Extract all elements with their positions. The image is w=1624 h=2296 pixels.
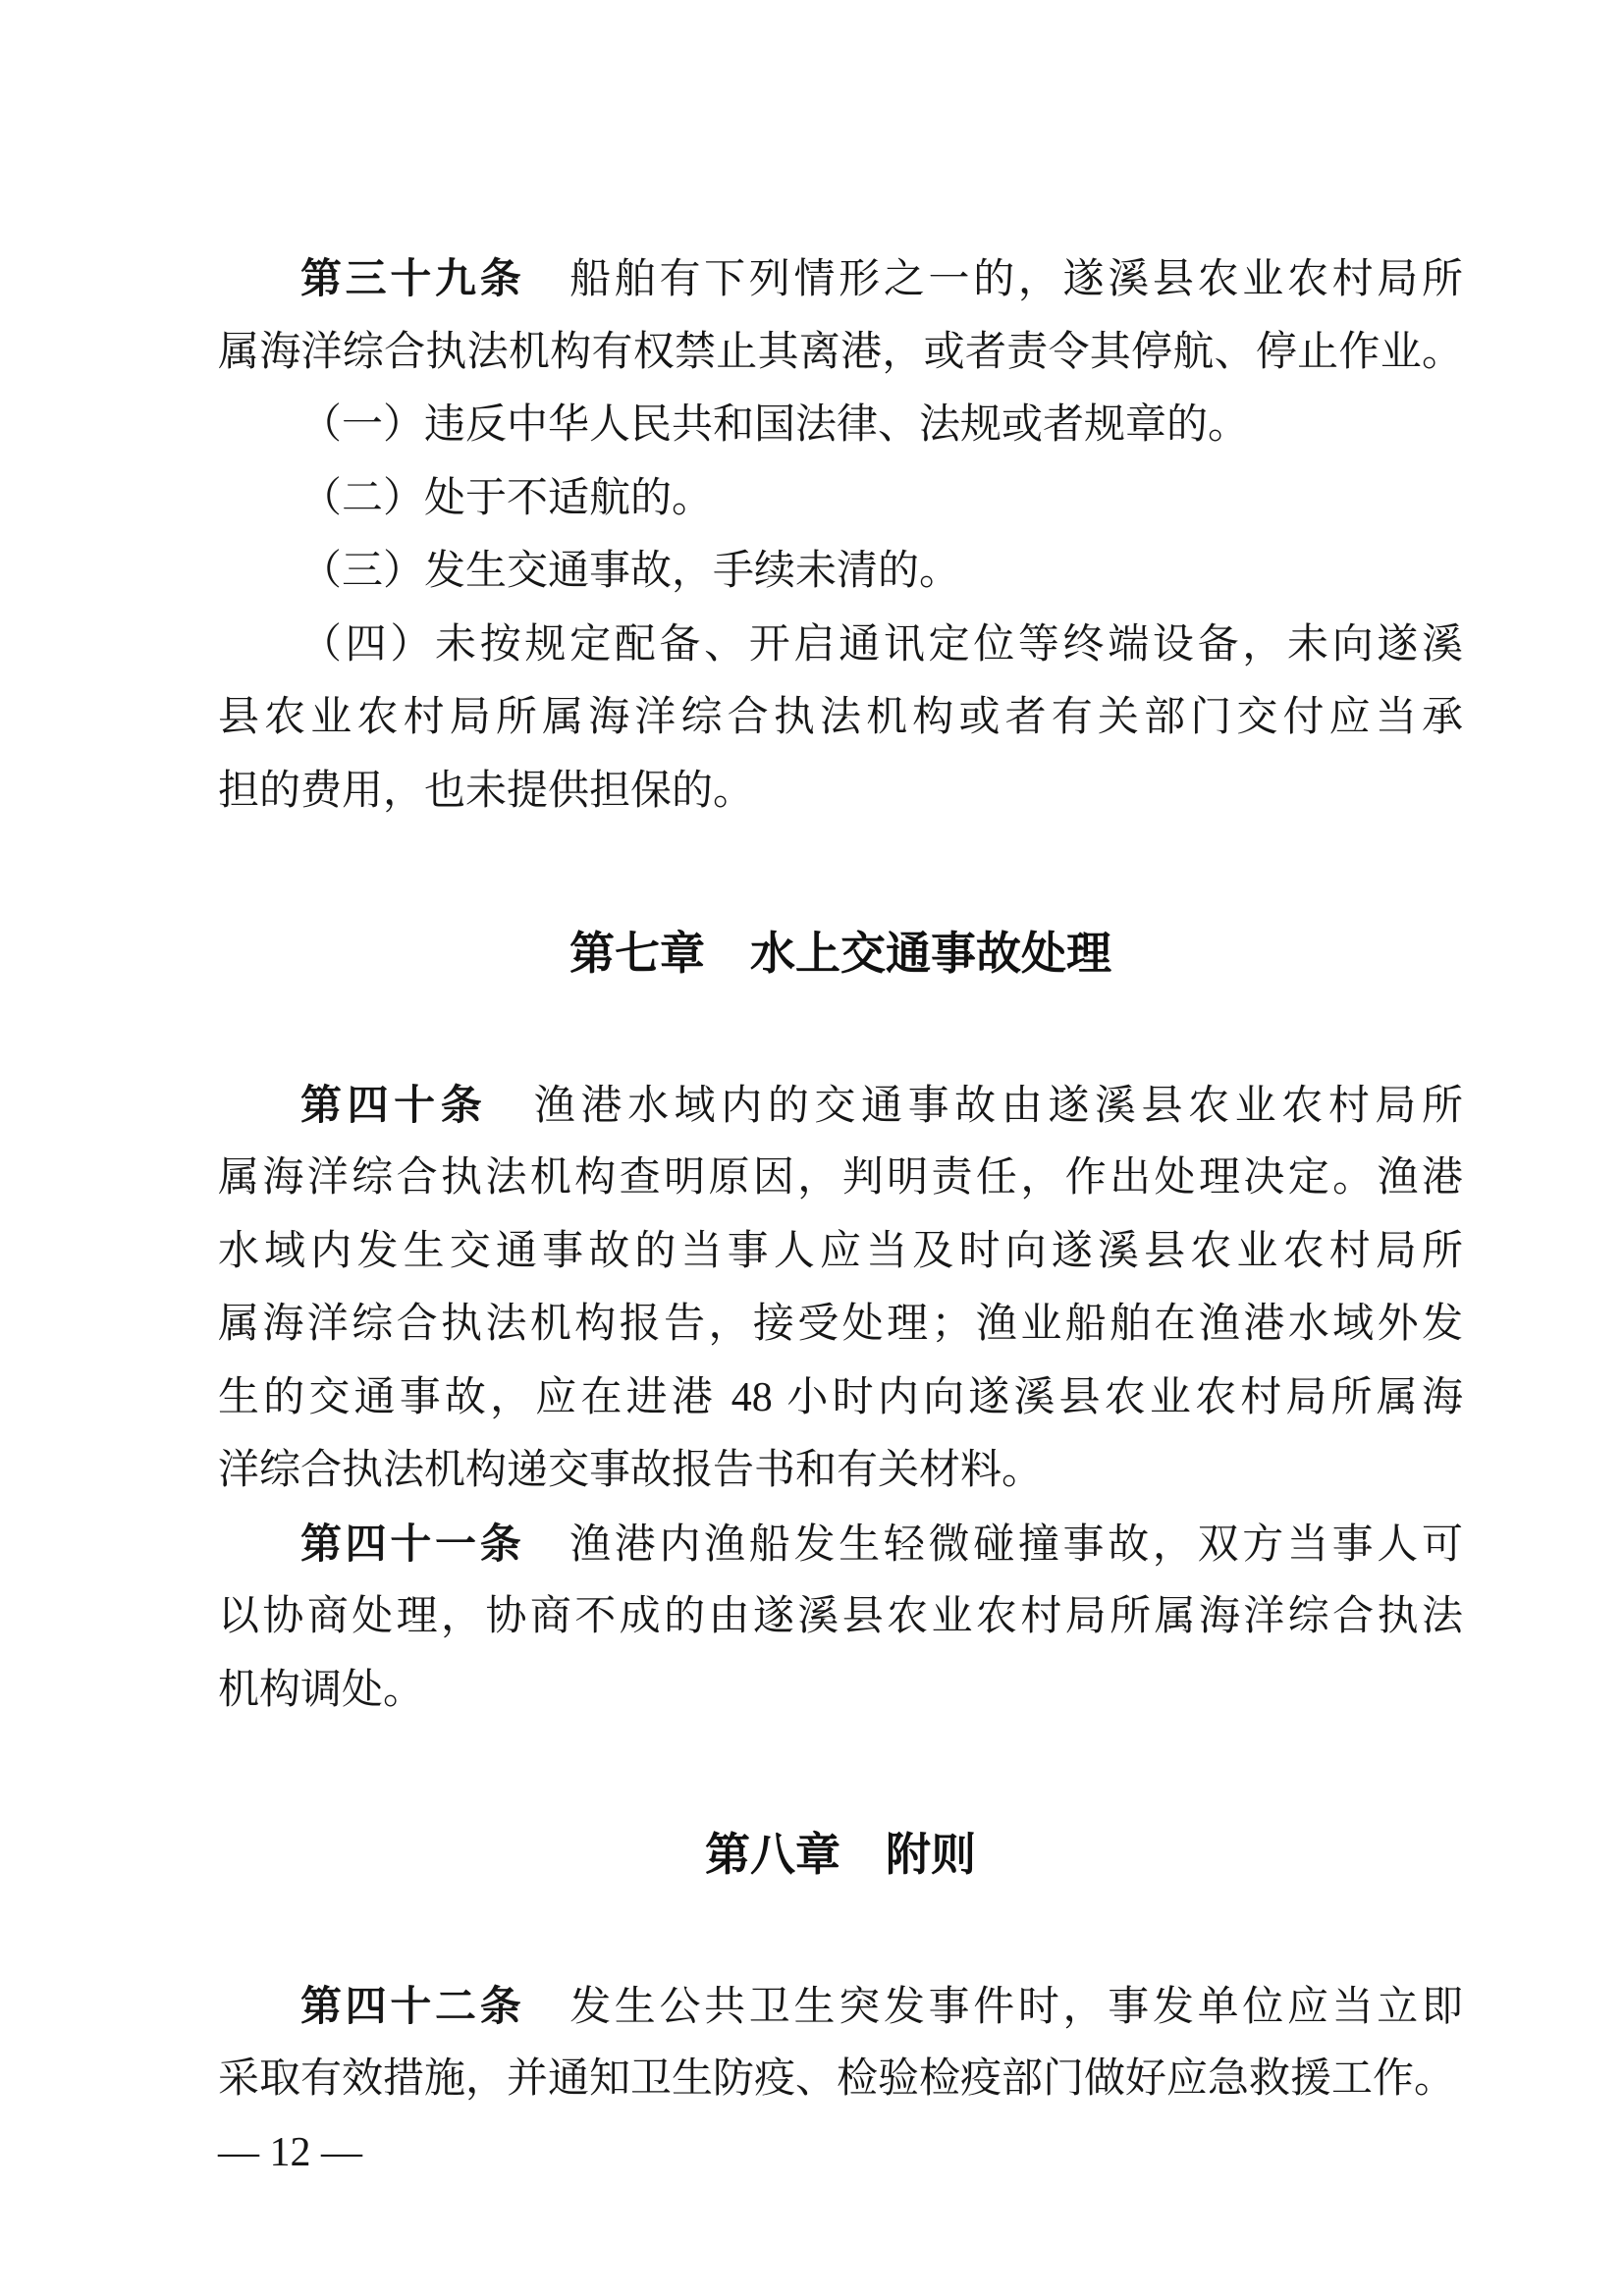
text-line: 县农业农村局所属海洋综合执法机构或者有关部门交付应当承	[218, 695, 1463, 740]
text-line: 以协商处理，协商不成的由遂溪县农业农村局所属海洋综合执法	[218, 1594, 1463, 1639]
text-line: 水域内发生交通事故的当事人应当及时向遂溪县农业农村局所	[218, 1228, 1463, 1274]
chapter-heading-7: 第七章 水上交通事故处理	[569, 927, 1111, 980]
text-line	[218, 1970, 1463, 2044]
text-line: 属海洋综合执法机构查明原因，判明责任，作出处理决定。渔港	[218, 1155, 1463, 1201]
article-40-number: 第四十条	[300, 1080, 488, 1129]
article-39-item-2: （二）处于不适航的。	[300, 475, 714, 521]
text-line: 采取有效措施，并通知卫生防疫、检验检疫部门做好应急救援工作。	[218, 2056, 1456, 2102]
article-39-item-1: （一）违反中华人民共和国法律、法规或者规章的。	[300, 402, 1250, 448]
content-column	[218, 242, 1463, 2116]
article-39-line1: 船舶有下列情形之一的，遂溪县农业农村局所	[524, 257, 1463, 302]
text-line: 洋综合执法机构递交事故报告书和有关材料。	[218, 1448, 1044, 1493]
article-40-line1: 渔港水域内的交通事故由遂溪县农业农村局所	[487, 1083, 1463, 1129]
article-42-paragraph	[218, 1970, 1463, 2116]
text-line	[218, 242, 1463, 316]
text-line: 属海洋综合执法机构报告，接受处理；渔业船舶在渔港水域外发	[218, 1302, 1463, 1347]
article-39-paragraph	[218, 242, 1463, 828]
article-39-number: 第三十九条	[300, 254, 525, 302]
page-number: — 12 —	[218, 2130, 362, 2175]
article-41-line1: 渔港内渔船发生轻微碰撞事故，双方当事人可	[524, 1522, 1463, 1568]
text-line: 生的交通事故，应在进港 48 小时内向遂溪县农业农村局所属海	[218, 1374, 1463, 1420]
article-41-paragraph	[218, 1508, 1463, 1728]
text-line	[218, 1508, 1463, 1581]
article-39-item-4: （四）未按规定配备、开启通讯定位等终端设备，未向遂溪	[300, 621, 1463, 667]
text-line: 机构调处。	[218, 1667, 425, 1713]
chapter-heading-8: 第八章 附则	[705, 1828, 976, 1881]
text-line	[218, 1069, 1463, 1143]
article-40-paragraph	[218, 1069, 1463, 1508]
text-line: 属海洋综合执法机构有权禁止其离港，或者责令其停航、停止作业。	[218, 329, 1463, 375]
text-line: 担的费用，也未提供担保的。	[218, 768, 755, 814]
article-39-item-3: （三）发生交通事故，手续未清的。	[300, 549, 961, 594]
article-42-number: 第四十二条	[300, 1981, 525, 2030]
article-41-number: 第四十一条	[300, 1519, 525, 1568]
article-42-line1: 发生公共卫生突发事件时，事发单位应当立即	[524, 1984, 1463, 2030]
